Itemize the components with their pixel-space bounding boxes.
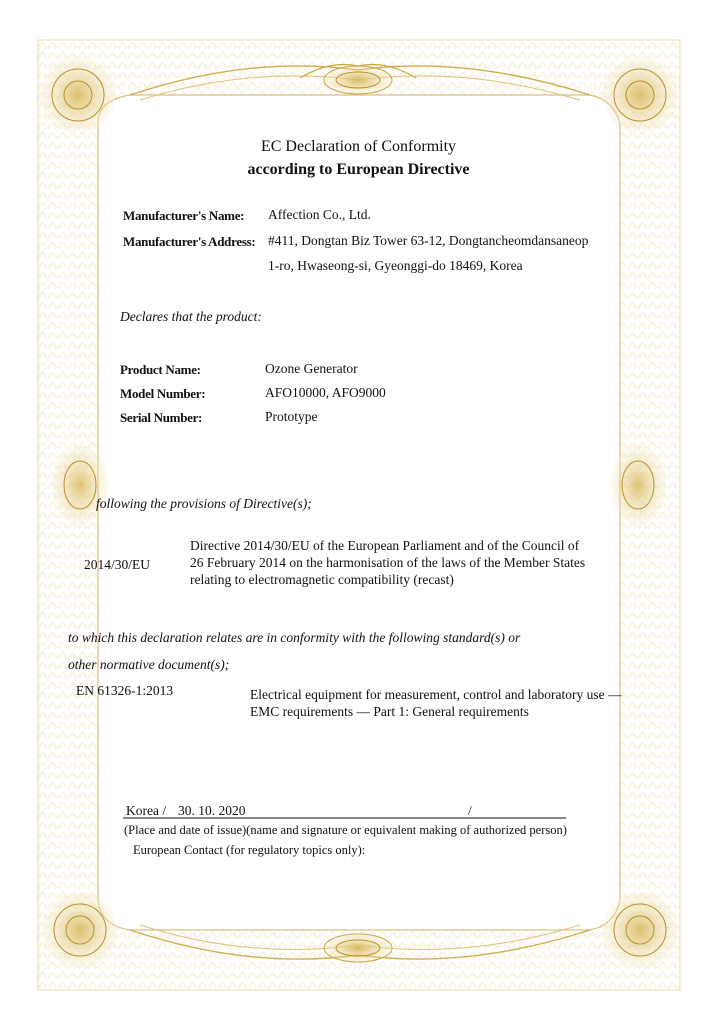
manufacturer-address-label: Manufacturer's Address: xyxy=(123,234,256,249)
document-title: EC Declaration of Conformity xyxy=(260,138,457,155)
directive-line2: 26 February 2014 on the harmonisation of the laws of the Member States xyxy=(190,555,586,570)
right-side-ornament xyxy=(610,445,666,525)
declares-text: Declares that the product: xyxy=(120,309,262,324)
left-side-ornament xyxy=(52,445,108,525)
manufacturer-name-value: Affection Co., Ltd. xyxy=(268,207,371,222)
directive-code: 2014/30/EU xyxy=(84,557,150,572)
conformity-line2: other normative document(s); xyxy=(68,657,230,672)
corner-ornament-tr xyxy=(602,57,678,133)
model-number-label: Model Number: xyxy=(120,386,206,401)
standard-line1: Electrical equipment for measurement, control and laboratory use — xyxy=(250,687,622,702)
signature-caption: (Place and date of issue)(name and signature or equivalent making of authorized person) xyxy=(124,823,567,837)
model-number-value: AFO10000, AFO9000 xyxy=(265,385,386,400)
signature-place: Korea / xyxy=(126,803,167,818)
signature-slash: / xyxy=(468,803,472,818)
provisions-text: following the provisions of Directive(s); xyxy=(96,496,312,511)
manufacturer-address-line1: #411, Dongtan Biz Tower 63-12, Dongtancheomdansaneop xyxy=(268,233,589,248)
standard-line2: EMC requirements — Part 1: General requirements xyxy=(250,704,529,719)
manufacturer-address-line2: 1-ro, Hwaseong-si, Gyeonggi-do 18469, Korea xyxy=(268,258,523,273)
european-contact: European Contact (for regulatory topics only): xyxy=(133,843,366,857)
document-subtitle: according to European Directive xyxy=(247,161,470,178)
bottom-center-ornament xyxy=(324,934,392,962)
directive-line1: Directive 2014/30/EU of the European Parliament and of the Council of xyxy=(190,538,580,553)
manufacturer-name-label: Manufacturer's Name: xyxy=(123,208,245,223)
conformity-line1: to which this declaration relates are in conformity with the following standard(s) or xyxy=(68,630,521,645)
corner-ornament-bl xyxy=(42,892,118,968)
product-name-value: Ozone Generator xyxy=(265,361,358,376)
serial-number-label: Serial Number: xyxy=(120,410,203,425)
signature-date: 30. 10. 2020 xyxy=(178,803,246,818)
corner-ornament-tl xyxy=(40,57,116,133)
directive-line3: relating to electromagnetic compatibility (recast) xyxy=(190,572,454,587)
standard-code: EN 61326-1:2013 xyxy=(76,683,174,698)
corner-ornament-br xyxy=(602,892,678,968)
serial-number-value: Prototype xyxy=(265,409,318,424)
product-name-label: Product Name: xyxy=(120,362,201,377)
